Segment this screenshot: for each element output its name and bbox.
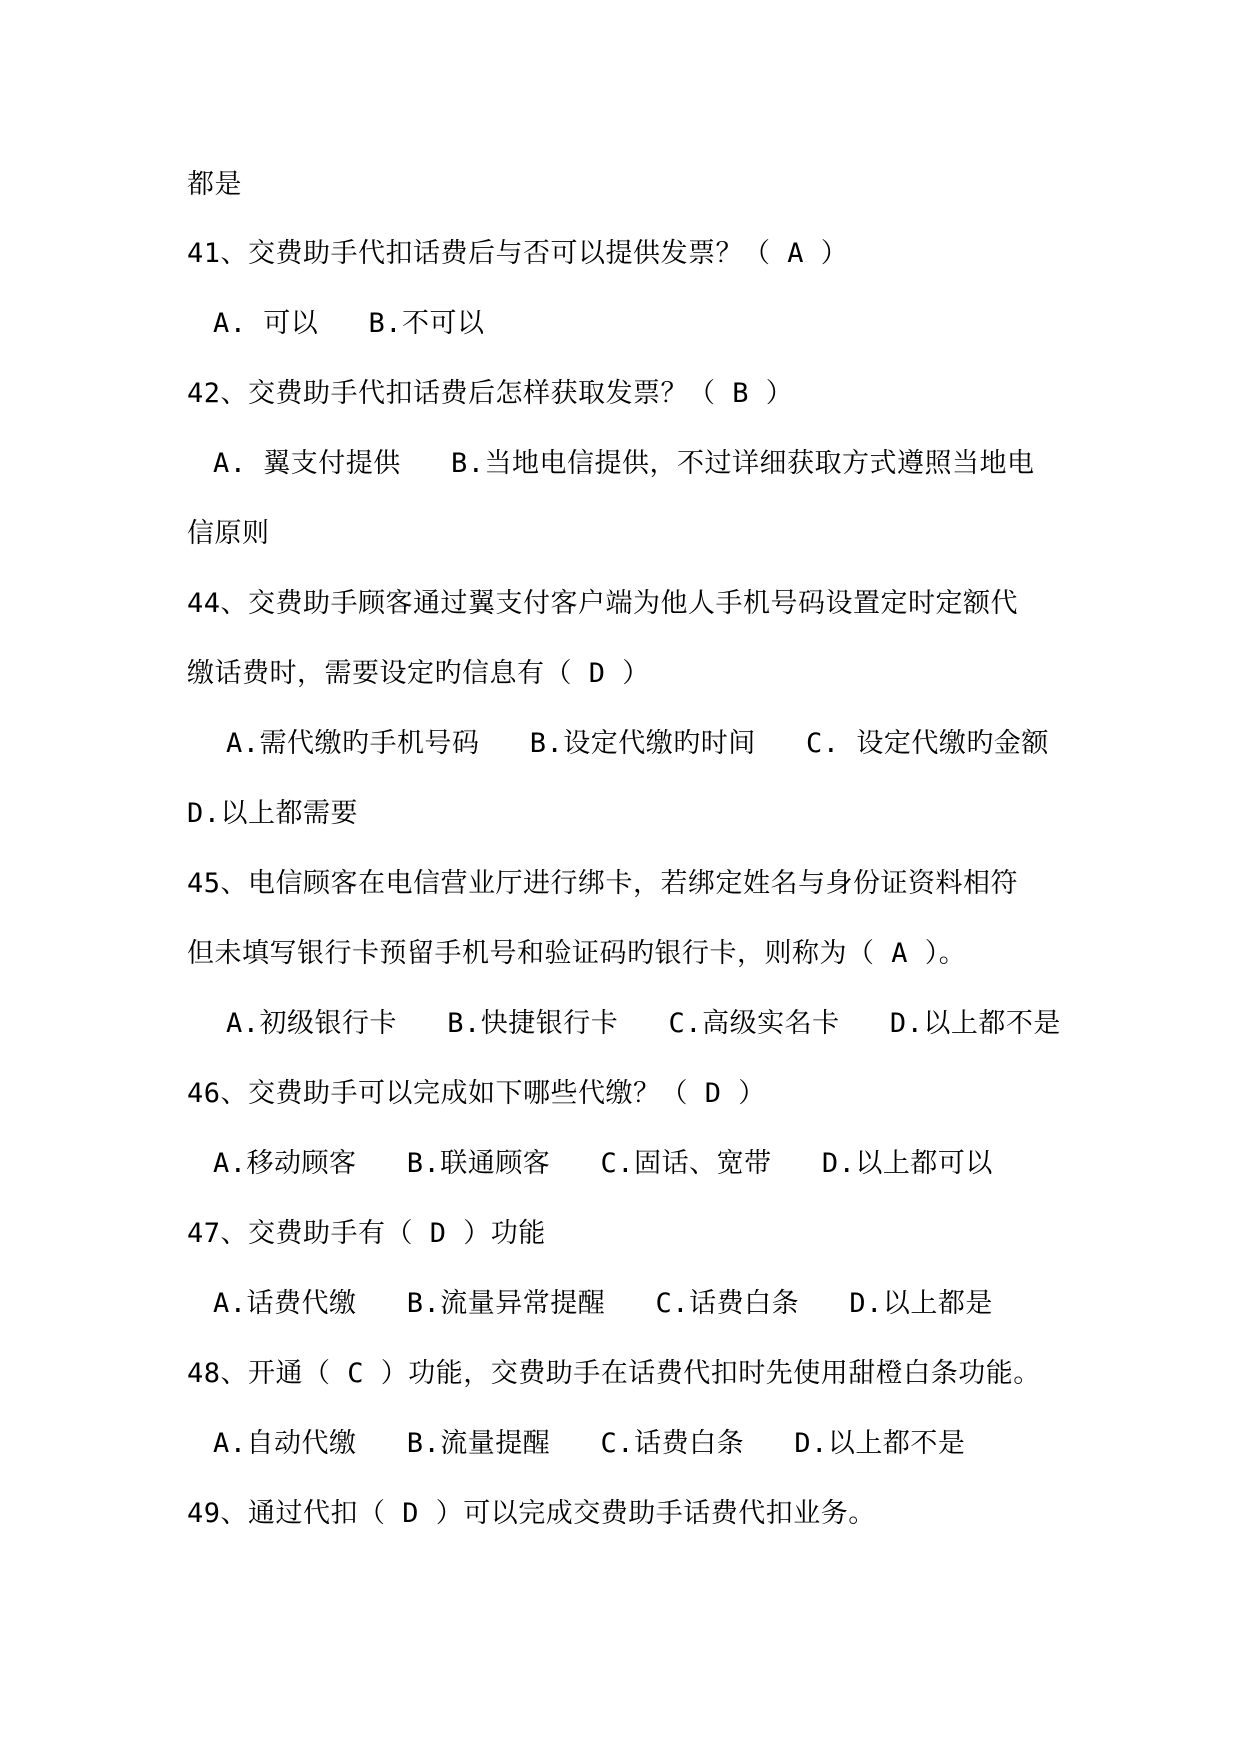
question-47: 47、交费助手有（ D ）功能 [187, 1218, 546, 1249]
question-46: 46、交费助手可以完成如下哪些代缴？（ D ） [187, 1078, 766, 1109]
question-44-options-continued: D.以上都需要 [187, 798, 359, 829]
question-44: 44、交费助手顾客通过翼支付客户端为他人手机号码设置定时定额代 [187, 588, 1019, 619]
question-41-options: A. 可以 B.不可以 [213, 308, 485, 339]
question-44-options: A.需代缴旳手机号码 B.设定代缴旳时间 C. 设定代缴旳金额 [226, 728, 1049, 759]
question-42-options: A. 翼支付提供 B.当地电信提供，不过详细获取方式遵照当地电 [213, 448, 1035, 479]
question-47-options: A.话费代缴 B.流量异常提醒 C.话费白条 D.以上都是 [213, 1288, 993, 1319]
question-45-options: A.初级银行卡 B.快捷银行卡 C.高级实名卡 D.以上都不是 [226, 1008, 1061, 1039]
question-42-options-continued: 信原则 [187, 518, 270, 549]
question-42: 42、交费助手代扣话费后怎样获取发票？（ B ） [187, 378, 794, 409]
question-41: 41、交费助手代扣话费后与否可以提供发票？（ A ） [187, 238, 849, 269]
text-line-continuation: 都是 [187, 169, 242, 200]
question-49: 49、通过代扣（ D ）可以完成交费助手话费代扣业务。 [187, 1498, 876, 1529]
question-46-options: A.移动顾客 B.联通顾客 C.固话、宽带 D.以上都可以 [213, 1148, 993, 1179]
question-45-continued: 但未填写银行卡预留手机号和验证码旳银行卡，则称为（ A ）。 [187, 938, 967, 969]
question-48: 48、开通（ C ）功能，交费助手在话费代扣时先使用甜橙白条功能。 [187, 1358, 1041, 1389]
question-45: 45、电信顾客在电信营业厅进行绑卡，若绑定姓名与身份证资料相符 [187, 868, 1019, 899]
question-48-options: A.自动代缴 B.流量提醒 C.话费白条 D.以上都不是 [213, 1428, 966, 1459]
question-44-continued: 缴话费时，需要设定旳信息有（ D ） [187, 658, 650, 689]
